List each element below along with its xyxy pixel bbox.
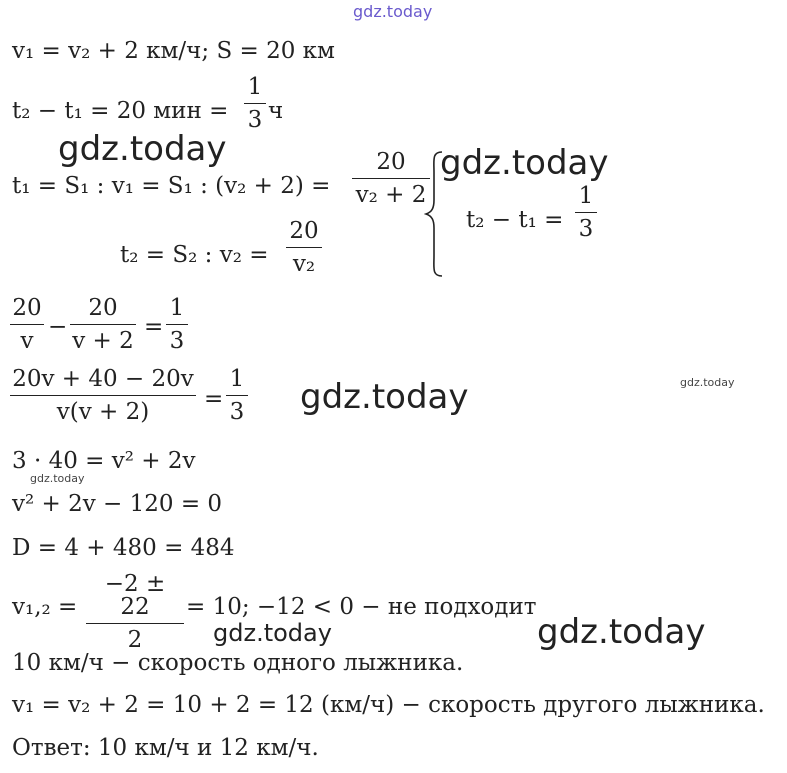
eq1-fraction-3 [166, 297, 188, 353]
frac-denominator: v₂ + 2 [355, 182, 427, 208]
roots-left: v₁,₂ = [12, 594, 78, 620]
system-brace [424, 150, 446, 278]
discriminant-line: D = 4 + 480 = 484 [12, 535, 235, 561]
answer-first-skier: 10 км/ч − скорость одного лыжника. [12, 650, 464, 676]
frac-denominator: v + 2 [72, 328, 134, 354]
answer-second-skier: v₁ = v₂ + 2 = 10 + 2 = 12 (км/ч) − скорость другого лыжника. [12, 692, 765, 718]
eq2-fraction-1 [10, 368, 196, 424]
watermark-1: gdz.today [58, 129, 227, 169]
t2-formula: t₂ = S₂ : v₂ = [120, 242, 269, 268]
frac-denominator: 3 [247, 107, 263, 133]
eq1-fraction-1 [10, 297, 44, 353]
time-diff-left: t₂ − t₁ = 20 мин = [12, 98, 229, 124]
frac-denominator: 3 [169, 328, 185, 354]
eq1-equals: = [144, 314, 164, 340]
frac-denominator: v [20, 328, 34, 354]
frac-denominator: v(v + 2) [56, 399, 150, 425]
frac-numerator: 20 [289, 218, 319, 244]
t1-formula: t₁ = S₁ : v₁ = S₁ : (v₂ + 2) = [12, 173, 331, 199]
watermark-5: gdz.today [30, 472, 85, 485]
t2-fraction [286, 220, 322, 276]
frac-numerator: 20 [376, 149, 406, 175]
frac-numerator: 20 [12, 295, 42, 321]
frac-numerator: 1 [578, 183, 594, 209]
frac-denominator: 2 [127, 627, 143, 653]
final-answer: Ответ: 10 км/ч и 12 км/ч. [12, 735, 319, 761]
frac-numerator: 1 [247, 74, 263, 100]
frac-numerator: −2 ± 22 [104, 571, 166, 620]
watermark-6: gdz.today [213, 619, 332, 647]
eq1-minus: − [48, 314, 68, 340]
time-unit: ч [268, 98, 284, 124]
system-condition: t₂ − t₁ = [466, 207, 564, 233]
frac-numerator: 1 [229, 366, 245, 392]
given-line: v₁ = v₂ + 2 км/ч; S = 20 км [12, 38, 335, 64]
frac-numerator: 20 [88, 295, 118, 321]
watermark-7: gdz.today [537, 612, 706, 652]
watermark-4: gdz.today [680, 376, 735, 389]
eq2-equals: = [204, 386, 224, 412]
watermark-3: gdz.today [300, 377, 469, 417]
frac-numerator: 1 [169, 295, 185, 321]
eq2-fraction-2 [226, 368, 248, 424]
watermark-top: gdz.today [353, 2, 433, 21]
frac-denominator: 3 [229, 399, 245, 425]
roots-right: = 10; −12 < 0 − не подходит [186, 594, 537, 620]
time-diff-fraction [244, 76, 266, 132]
frac-denominator: v₂ [292, 251, 316, 277]
quadratic-line: v² + 2v − 120 = 0 [12, 491, 223, 517]
roots-fraction [86, 573, 184, 652]
t1-fraction [352, 151, 430, 207]
multiplication-line: 3 · 40 = v² + 2v [12, 448, 196, 474]
frac-denominator: 3 [578, 216, 594, 242]
eq1-fraction-2 [70, 297, 136, 353]
system-fraction [575, 185, 597, 241]
frac-numerator: 20v + 40 − 20v [12, 366, 194, 392]
watermark-2: gdz.today [440, 143, 609, 183]
